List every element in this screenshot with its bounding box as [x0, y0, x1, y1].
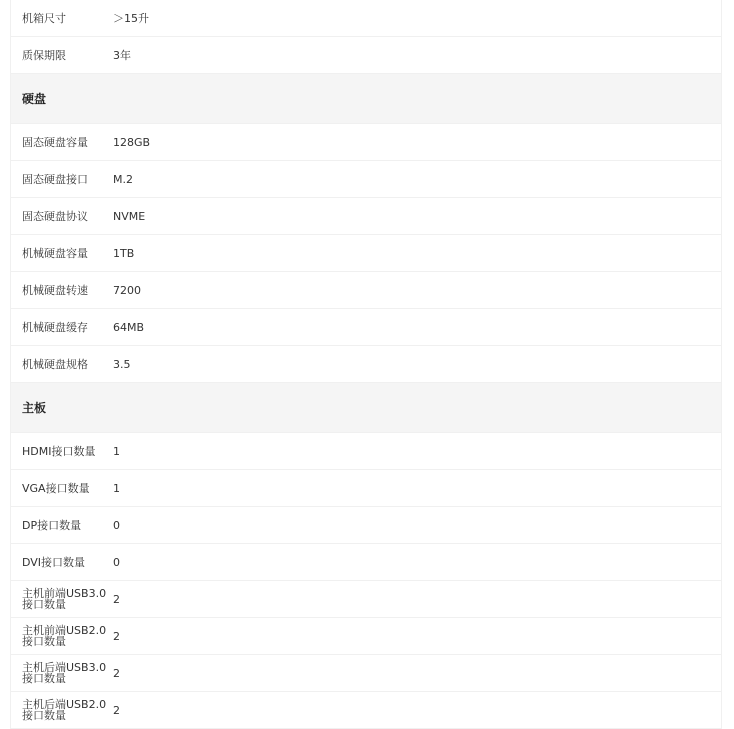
spec-row-case-size [11, 0, 721, 37]
spec-value: NVME [113, 209, 146, 223]
section-header-storage: 硬盘 [11, 74, 721, 124]
spec-row-ssd-protocol [11, 198, 721, 235]
spec-label: DP接口数量 [22, 518, 82, 532]
spec-row-warranty [11, 37, 721, 74]
spec-row-front-usb2-count [11, 618, 721, 655]
spec-value: 0 [113, 555, 120, 569]
spec-label: 机械硬盘缓存 [22, 320, 88, 334]
spec-value: ＞15升 [113, 12, 149, 25]
spec-label: 主机后端USB2.0接口数量 [22, 698, 107, 722]
spec-row-hdd-rpm [11, 272, 721, 309]
spec-label: 固态硬盘接口 [22, 172, 88, 186]
spec-row-front-usb3-count [11, 581, 721, 618]
spec-value: 0 [113, 518, 120, 532]
spec-value: 2 [113, 629, 120, 643]
spec-row-vga-count [11, 470, 721, 507]
spec-value: 2 [113, 703, 120, 717]
spec-row-hdd-cache [11, 309, 721, 346]
spec-value: 2 [113, 592, 120, 606]
spec-label: 质保期限 [22, 48, 66, 62]
spec-value: 3年 [113, 49, 131, 62]
spec-row-hdd-capacity [11, 235, 721, 272]
spec-row-hdmi-count [11, 433, 721, 470]
spec-row-rear-usb3-count [11, 655, 721, 692]
spec-value: 1 [113, 444, 120, 458]
spec-label: 机械硬盘规格 [22, 357, 88, 371]
spec-label: 主机前端USB3.0接口数量 [22, 587, 107, 611]
spec-row-dvi-count [11, 544, 721, 581]
spec-value: 7200 [113, 283, 141, 297]
spec-row-ssd-capacity [11, 124, 721, 161]
spec-value: 1TB [113, 246, 135, 260]
spec-label: 机械硬盘容量 [22, 246, 88, 260]
spec-row-rear-usb2-count [11, 692, 721, 729]
spec-label: 主机前端USB2.0接口数量 [22, 624, 107, 648]
spec-row-ssd-interface [11, 161, 721, 198]
spec-label: 机械硬盘转速 [22, 283, 88, 297]
spec-value: 3.5 [113, 357, 131, 371]
spec-label: 机箱尺寸 [22, 11, 66, 25]
spec-label: 固态硬盘协议 [22, 209, 88, 223]
spec-label: 主机后端USB3.0接口数量 [22, 661, 107, 685]
spec-value: M.2 [113, 172, 133, 186]
spec-row-hdd-form-factor [11, 346, 721, 383]
spec-value: 2 [113, 666, 120, 680]
spec-value: 1 [113, 481, 120, 495]
spec-label: 固态硬盘容量 [22, 135, 88, 149]
spec-label: VGA接口数量 [22, 481, 90, 495]
spec-label: DVI接口数量 [22, 555, 86, 569]
spec-value: 64MB [113, 320, 145, 334]
spec-label: HDMI接口数量 [22, 444, 96, 458]
spec-table [10, 0, 722, 729]
spec-row-dp-count [11, 507, 721, 544]
spec-value: 128GB [113, 135, 151, 149]
section-header-motherboard: 主板 [11, 383, 721, 433]
